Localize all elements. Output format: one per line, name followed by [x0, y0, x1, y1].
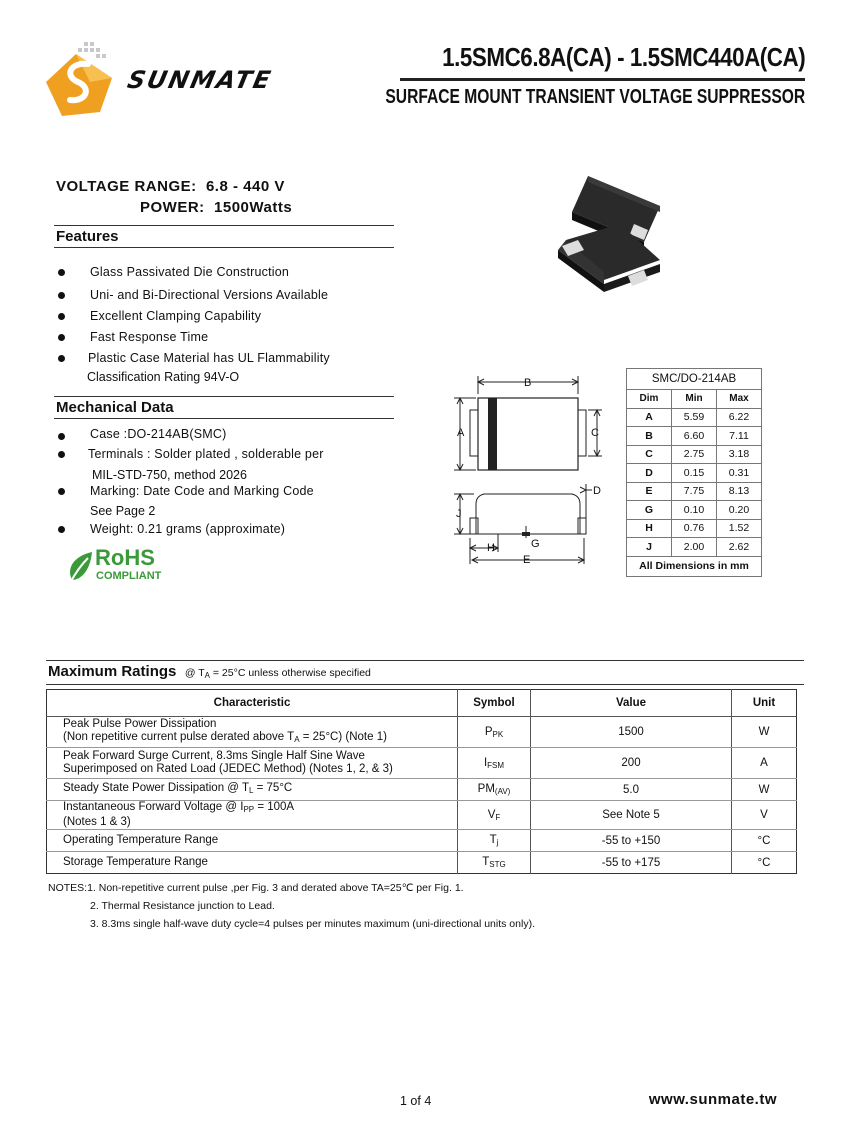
- dim-label-j: J: [456, 508, 462, 520]
- table-row: H 0.76 1.52: [627, 519, 762, 538]
- dim-col-header: Dim: [627, 390, 672, 409]
- max-ratings-condition: @ $T_A = 25^\circ C$ unless otherwise specified: [184, 667, 371, 680]
- title-rule: [400, 78, 805, 81]
- dim-col-header: Min: [672, 390, 717, 409]
- table-row: A 5.59 6.22: [627, 408, 762, 427]
- list-item-continuation: See Page 2: [90, 504, 156, 518]
- max-ratings-heading: [46, 660, 804, 685]
- note-2: 2. Thermal Resistance junction to Lead.: [90, 900, 275, 912]
- brand-wordmark: SUNMATE: [125, 66, 275, 94]
- dim-col-header: Max: [717, 390, 762, 409]
- table-row: Instantaneous Forward Voltage @ $I_{PP} = 100A$ (Notes 1 & 3) $V_F$ See Note 5 V: [47, 801, 797, 830]
- table-row: Peak Pulse Power Dissipation (Non repetitive current pulse derated above $T_A = 25^\circ C$) (Note 1) $P_{PK}$ 1500 W: [47, 717, 797, 748]
- dim-label-g: G: [531, 538, 540, 550]
- max-ratings-table: [46, 689, 797, 874]
- col-header-value: Value: [531, 690, 732, 717]
- list-item-continuation: Classification Rating 94V-O: [87, 370, 240, 384]
- rohs-compliant-text: COMPLIANT: [96, 570, 162, 582]
- page-subtitle: SURFACE MOUNT TRANSIENT VOLTAGE SUPPRESSOR: [385, 86, 805, 108]
- features-heading: Features: [54, 225, 394, 248]
- leaf-icon: [66, 550, 94, 584]
- table-row: C 2.75 3.18: [627, 445, 762, 464]
- list-item-continuation: MIL-STD-750, method 2026: [92, 468, 247, 482]
- table-row: Steady State Power Dissipation @ $T_L = 75^\circ C$ $PM_{(AV)}$ 5.0 W: [47, 779, 797, 801]
- note-3: 3. 8.3ms single half-wave duty cycle=4 pulses per minutes maximum (uni-directional units only).: [90, 918, 535, 930]
- dim-label-a: A: [457, 427, 465, 439]
- table-row: Operating Temperature Range $T_j$ -55 to +150 °C: [47, 830, 797, 852]
- dimensions-table: [626, 368, 762, 577]
- power-label: POWER:: [140, 199, 205, 216]
- voltage-label: VOLTAGE RANGE:: [56, 178, 197, 195]
- col-header-characteristic: Characteristic: [47, 690, 458, 717]
- table-row: G 0.10 0.20: [627, 501, 762, 520]
- dim-label-b: B: [524, 377, 532, 389]
- mechanical-heading: Mechanical Data: [54, 396, 394, 419]
- dim-label-e: E: [523, 554, 531, 566]
- rohs-badge: [66, 546, 176, 586]
- table-row: Peak Forward Surge Current, 8.3ms Single Half Sine Wave Superimposed on Rated Load (JEDEC Method) (Notes 1, 2, & 3) $I_{FSM}$ 200 A: [47, 748, 797, 779]
- table-row: D 0.15 0.31: [627, 464, 762, 483]
- package-dimension-diagram: [450, 372, 610, 572]
- dim-table-caption: SMC/DO-214AB: [627, 369, 762, 390]
- voltage-range: [56, 178, 285, 195]
- table-row: B 6.60 7.11: [627, 427, 762, 446]
- page-title: 1.5SMC6.8A(CA) - 1.5SMC440A(CA): [441, 42, 805, 72]
- voltage-value: 6.8 - 440 V: [205, 178, 285, 195]
- col-header-unit: Unit: [732, 690, 797, 717]
- note-1: NOTES:1. Non-repetitive current pulse ,per Fig. 3 and derated above TA=25℃ per Fig. 1.: [48, 882, 464, 894]
- component-image: [548, 168, 668, 298]
- dim-table-footer: All Dimensions in mm: [627, 556, 762, 576]
- power-rating: [140, 199, 292, 216]
- page-number: 1 of 4: [400, 1094, 432, 1108]
- dim-label-d: D: [593, 485, 601, 497]
- website-url: www.sunmate.tw: [648, 1091, 777, 1108]
- table-row: J 2.00 2.62: [627, 538, 762, 557]
- power-value: 1500Watts: [214, 199, 293, 216]
- col-header-symbol: Symbol: [458, 690, 531, 717]
- table-row: Storage Temperature Range $T_{STG}$ -55 to +175 °C: [47, 852, 797, 874]
- sunmate-logo-icon: [40, 42, 120, 122]
- dim-label-h: H: [487, 542, 495, 554]
- rohs-text: RoHS: [95, 545, 155, 570]
- dim-label-c: C: [591, 427, 599, 439]
- max-ratings-title: Maximum Ratings: [48, 663, 177, 680]
- table-row: E 7.75 8.13: [627, 482, 762, 501]
